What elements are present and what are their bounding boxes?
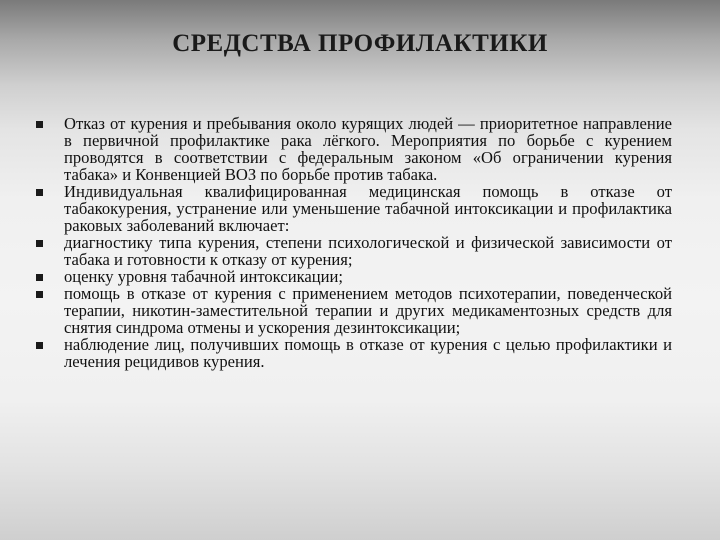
list-item (36, 336, 672, 370)
list-item-text: оценку уровня табачной интоксикации; (64, 267, 344, 286)
square-bullet-icon (36, 240, 46, 247)
slide-title: СРЕДСТВА ПРОФИЛАКТИКИ (172, 30, 548, 57)
square-bullet-icon (36, 342, 46, 349)
bullet-list (36, 115, 672, 370)
list-item-text: помощь в отказе от курения с применением методов психотерапии, поведенческой терапии, никотин-заместительной терапии и других медикаментозных средств для снятия синдрома отмены и ускорения дезинтоксикации; (64, 284, 672, 337)
list-item-text: Индивидуальная квалифицированная медицинская помощь в отказе от табакокурения, устранение или уменьшение табачной интоксикации и профилактика раковых заболеваний включает: (64, 182, 672, 235)
square-bullet-icon (36, 121, 46, 128)
list-item (36, 183, 672, 234)
list-item (36, 234, 672, 268)
list-item-text: диагностику типа курения, степени психологической и физической зависимости от табака и готовности к отказу от курения; (64, 233, 672, 269)
square-bullet-icon (36, 291, 46, 298)
list-item (36, 285, 672, 336)
list-item-text: наблюдение лиц, получивших помощь в отказе от курения с целью профилактики и лечения рецидивов курения. (64, 335, 672, 371)
list-item (36, 115, 672, 183)
square-bullet-icon (36, 274, 46, 281)
list-item (36, 268, 672, 285)
list-item-text: Отказ от курения и пребывания около курящих людей — приоритетное направление в первичной профилактике рака лёгкого. Мероприятия по борьбе с курением проводятся в соответствии с федеральным законом «Об ограничении курения табака» и Конвенцией ВОЗ по борьбе против табака. (64, 114, 672, 184)
square-bullet-icon (36, 189, 46, 196)
